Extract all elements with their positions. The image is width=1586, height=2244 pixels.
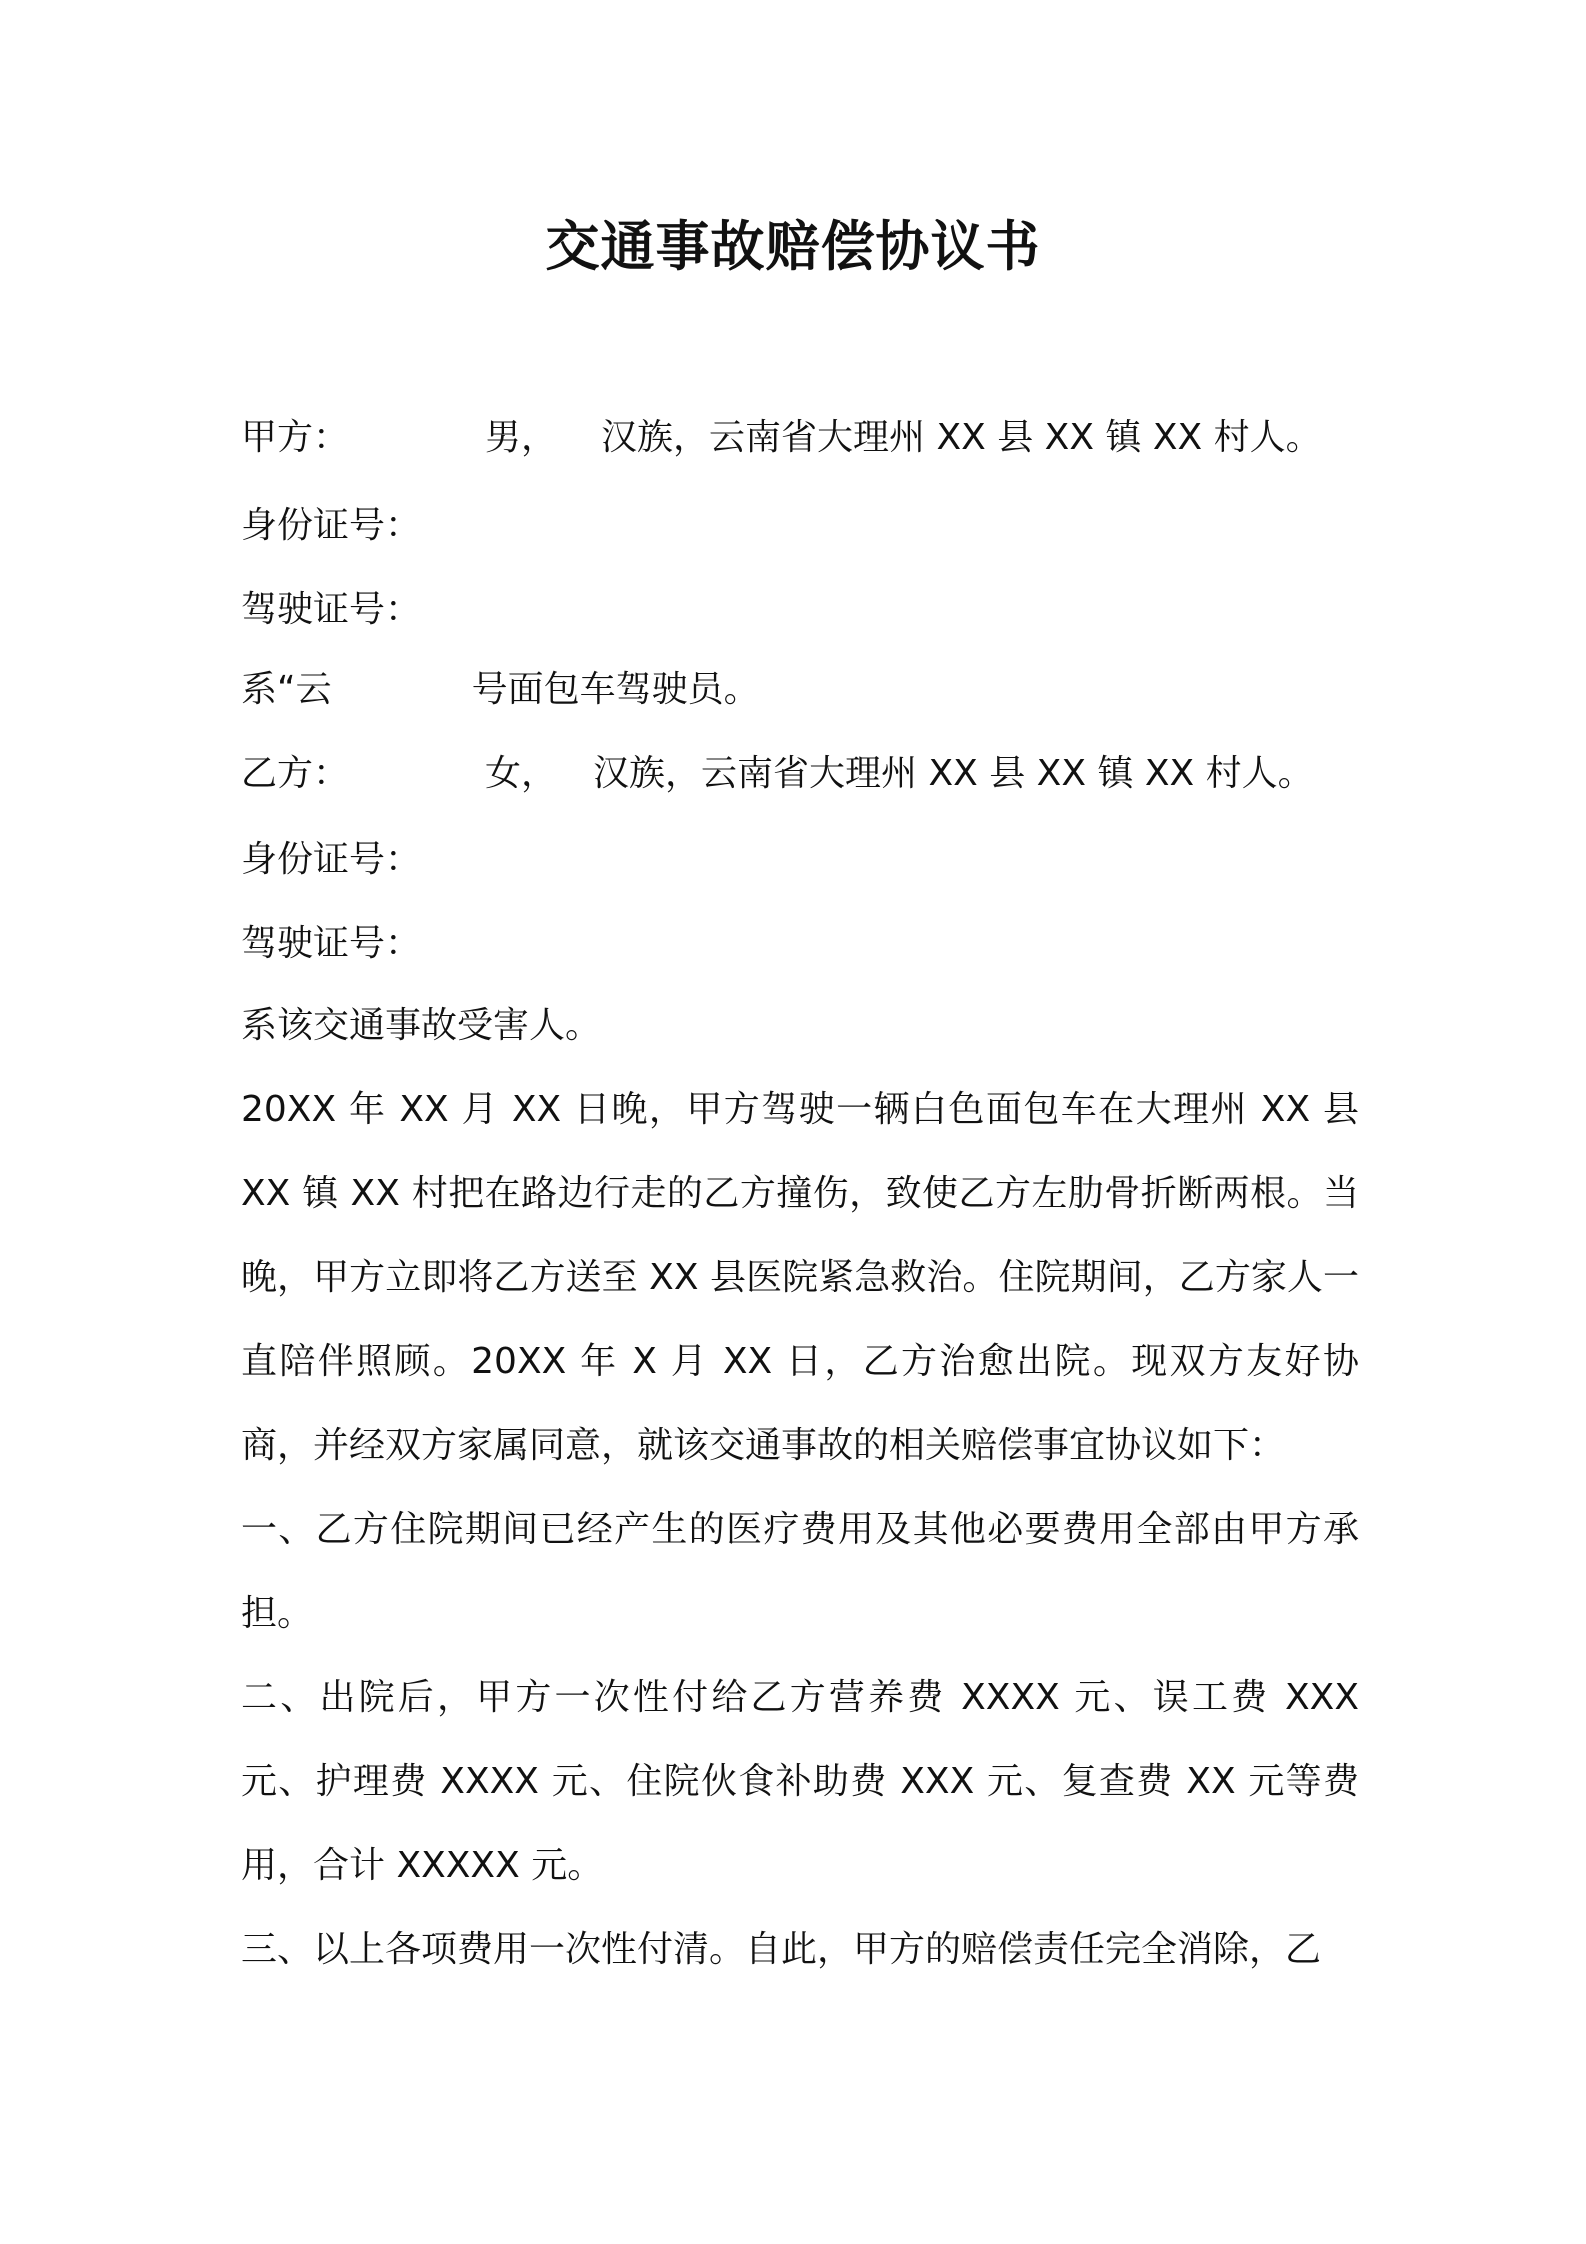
facts-paragraph: 20XX 年 XX 月 XX 日晚，甲方驾驶一辆白色面包车在大理州 XX 县 XX 镇 XX 村把在路边行走的乙方撞伤，致使乙方左肋骨折断两根。当晚，甲方立即将乙方送至 XX 县医院紧急救治。住院期间，乙方家人一直陪伴照顾。20XX 年 X 月 XX 日，乙方治愈出院。现双方友好协商，并经双方家属同意，就该交通事故的相关赔偿事宜协议如下： — [241, 1089, 1359, 1466]
party-b-label: 乙方： — [241, 753, 350, 794]
party-a-id-line — [241, 502, 421, 550]
clause-2: 二、出院后，甲方一次性付给乙方营养费 XXXX 元、误工费 XXX 元、护理费 XXXX 元、住院伙食补助费 XXX 元、复查费 XX 元等费用，合计 XXXXX 元。 — [241, 1677, 1359, 1886]
party-b-license-label: 驾驶证号： — [241, 923, 422, 964]
clause-1: 一、乙方住院期间已经产生的医疗费用及其他必要费用全部由甲方承担。 — [241, 1509, 1359, 1634]
clause-3: 三、以上各项费用一次性付清。自此，甲方的赔偿责任完全消除，乙 — [241, 1929, 1322, 1970]
party-a-role-suffix: 号面包车驾驶员。 — [471, 669, 760, 710]
party-b-id-line — [241, 836, 421, 884]
party-a-info: 汉族，云南省大理州 XX 县 XX 镇 XX 村人。 — [601, 417, 1322, 458]
party-a-role-prefix: 系“云 — [241, 669, 332, 710]
party-b-line — [241, 750, 1314, 798]
party-a-gender: 男， — [485, 417, 558, 458]
party-a-label: 甲方： — [241, 417, 350, 458]
party-a-id-label: 身份证号： — [241, 505, 422, 546]
party-b-license-line — [241, 920, 421, 968]
party-a-role-line — [241, 666, 760, 714]
party-a-license-line — [241, 586, 421, 634]
party-b-gender: 女， — [485, 753, 558, 794]
party-b-role-line — [241, 1002, 601, 1050]
party-b-id-label: 身份证号： — [241, 839, 422, 880]
party-b-role: 系该交通事故受害人。 — [241, 1005, 602, 1046]
document-title: 交通事故赔偿协议书 — [545, 215, 1041, 278]
party-a-license-label: 驾驶证号： — [241, 589, 422, 630]
party-a-line — [241, 414, 1322, 462]
party-b-info: 汉族，云南省大理州 XX 县 XX 镇 XX 村人。 — [593, 753, 1314, 794]
